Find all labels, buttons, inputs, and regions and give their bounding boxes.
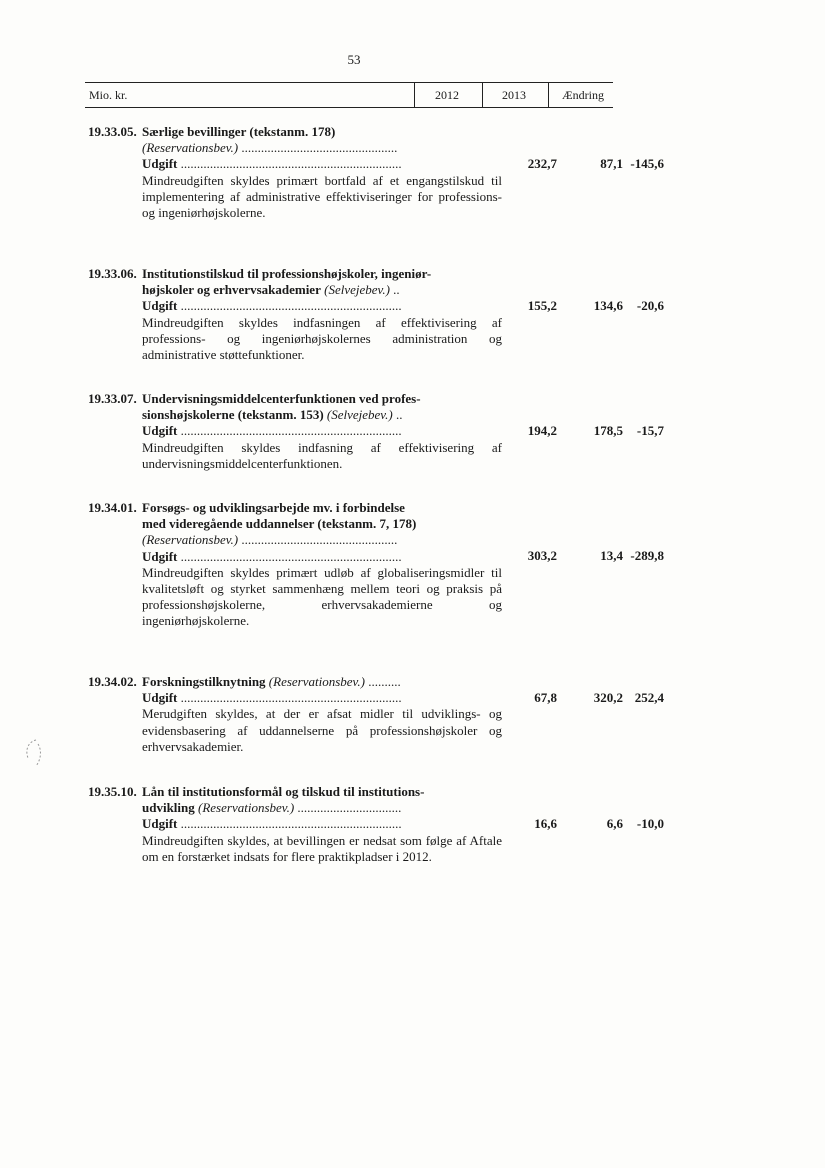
- value-2013: 134,6: [593, 298, 623, 313]
- value-2012: 303,2: [527, 548, 557, 563]
- account-number: 19.33.07.: [88, 391, 137, 406]
- header-2012: 2012: [435, 88, 459, 102]
- leader-dots: ....................................................................: [177, 156, 402, 172]
- udgift-label: Udgift: [142, 298, 178, 314]
- page-number: 53: [347, 52, 361, 67]
- entry-title: Institutionstilskud til professionshøjskoler, ingeniør-: [142, 266, 432, 281]
- entry-description: Mindreudgiften skyldes primært bortfald af et engangstilskud til implementering af administrative effektiviseringer for professions- og ingeniørhøjskolerne.: [142, 172, 502, 221]
- entry-title: Særlige bevillinger (tekstanm. 178): [142, 124, 336, 139]
- udgift-label: Udgift: [142, 816, 178, 832]
- leader-dots: ................................................: [238, 532, 398, 548]
- leader-dots: ..........: [364, 674, 401, 689]
- leader-dots: ................................................: [238, 140, 398, 156]
- table-header: [85, 82, 613, 108]
- value-2012: 67,8: [534, 690, 557, 705]
- account-number: 19.33.05.: [88, 124, 137, 139]
- entry-description: Mindreudgiften skyldes indfasningen af effektivisering af professions- og ingeniørhøjskolernes administration og administrative støttefunktioner.: [142, 314, 502, 363]
- appropriation-type: (Reservationsbev.): [198, 800, 295, 816]
- value-2013: 87,1: [600, 156, 623, 171]
- appropriation-type: (Selvejebev.): [324, 282, 390, 298]
- header-change: Ændring: [562, 88, 604, 102]
- entry-title-cont: sionshøjskolerne (tekstanm. 153): [142, 407, 324, 423]
- value-change: 252,4: [634, 690, 664, 705]
- header-2013: 2013: [502, 88, 526, 102]
- value-change: -20,6: [636, 298, 664, 313]
- entry-title-cont: udvikling: [142, 800, 195, 816]
- account-number: 19.34.01.: [88, 500, 137, 515]
- leader-dots: ................................: [294, 800, 402, 816]
- entry-description: Mindreudgiften skyldes indfasning af effektivisering af undervisningsmiddelcenterfunktionen.: [142, 439, 502, 471]
- udgift-label: Udgift: [142, 690, 178, 706]
- leader-dots: ..: [392, 407, 403, 423]
- value-change: -145,6: [630, 156, 664, 171]
- leader-dots: ....................................................................: [177, 298, 402, 314]
- value-2013: 6,6: [606, 816, 623, 831]
- entry-description: Mindreudgiften skyldes, at bevillingen er nedsat som følge af Aftale om en forstærket indsats for flere praktikpladser i 2012.: [142, 832, 502, 864]
- header-unit-label: Mio. kr.: [89, 88, 128, 102]
- value-2013: 13,4: [600, 548, 623, 563]
- value-2013: 178,5: [593, 423, 623, 438]
- appropriation-type: (Reservationsbev.): [142, 140, 239, 156]
- value-2012: 232,7: [527, 156, 557, 171]
- leader-dots: ....................................................................: [177, 423, 402, 439]
- scan-artifact-mark: [22, 738, 46, 770]
- appropriation-type: (Selvejebev.): [326, 407, 393, 423]
- value-2013: 320,2: [593, 690, 623, 705]
- value-change: -289,8: [630, 548, 664, 563]
- entry-title-cont: med videregående uddannelser (tekstanm. 7, 178): [142, 516, 417, 532]
- column-divider: [482, 83, 483, 107]
- appropriation-type: (Reservationsbev.): [142, 532, 239, 548]
- udgift-label: Udgift: [142, 548, 178, 564]
- value-2012: 155,2: [527, 298, 557, 313]
- appropriation-type: (Reservationsbev.): [268, 674, 365, 689]
- account-number: 19.33.06.: [88, 266, 137, 281]
- column-divider: [414, 83, 415, 107]
- value-2012: 194,2: [527, 423, 557, 438]
- entry-description: Mindreudgiften skyldes primært udløb af globaliseringsmidler til kvalitetsløft og styrket sammenhæng mellem teori og praksis på professionshøjskolerne, erhvervsakademierne og ingeniørhøjskolerne.: [142, 564, 502, 629]
- entry-title: Forskningstilknytning: [142, 674, 266, 689]
- udgift-label: Udgift: [142, 423, 178, 439]
- entry-description: Merudgiften skyldes, at der er afsat midler til udviklings- og evidensbasering af uddannelserne på professionshøjskoler og erhvervsakademier.: [142, 706, 502, 754]
- leader-dots: ....................................................................: [177, 548, 402, 564]
- leader-dots: ....................................................................: [177, 690, 402, 706]
- leader-dots: ..: [389, 282, 400, 298]
- entry-title: Lån til institutionsformål og tilskud til institutions-: [142, 784, 425, 799]
- entry-title: Forsøgs- og udviklingsarbejde mv. i forbindelse: [142, 500, 405, 515]
- account-number: 19.34.02.: [88, 674, 137, 689]
- account-number: 19.35.10.: [88, 784, 137, 799]
- udgift-label: Udgift: [142, 156, 178, 172]
- value-change: -10,0: [636, 816, 664, 831]
- value-change: -15,7: [636, 423, 664, 438]
- column-divider: [548, 83, 549, 107]
- value-2012: 16,6: [534, 816, 557, 831]
- entry-title-cont: højskoler og erhvervsakademier: [142, 282, 321, 298]
- entry-title: Undervisningsmiddelcenterfunktionen ved profes-: [142, 391, 421, 406]
- leader-dots: ....................................................................: [177, 816, 402, 832]
